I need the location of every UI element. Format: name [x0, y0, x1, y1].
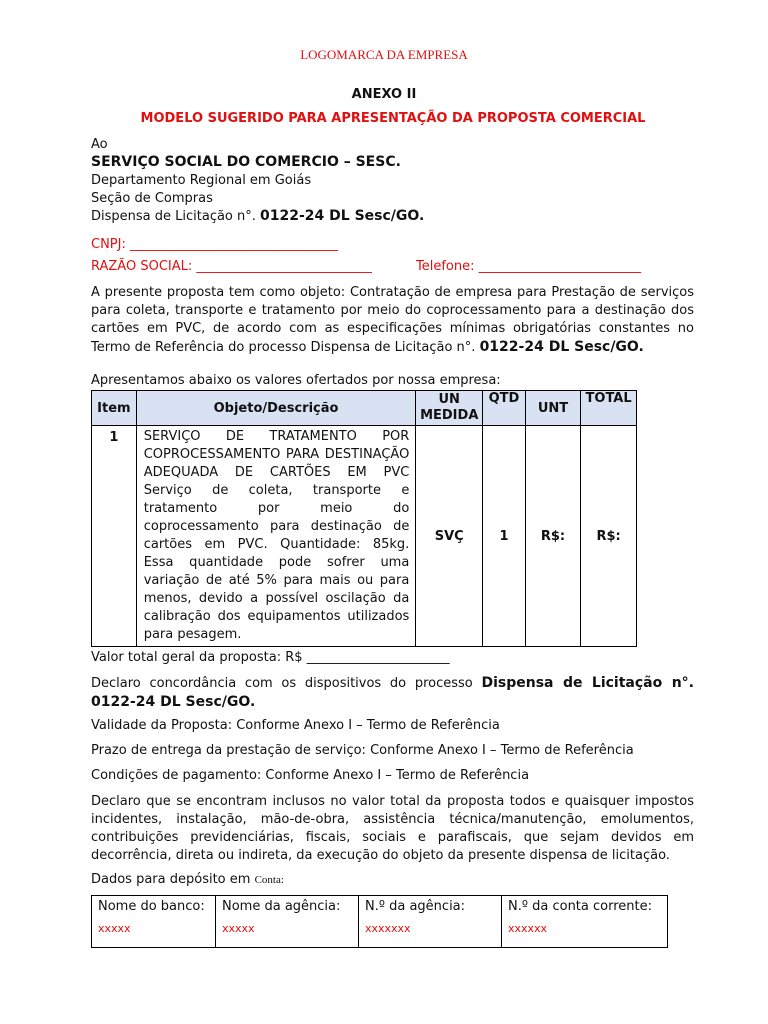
- values-intro: Apresentamos abaixo os valores ofertados por nossa empresa:: [91, 373, 501, 388]
- row-unt: R$:: [525, 426, 580, 647]
- header-desc: Objeto/Descrição: [136, 391, 416, 426]
- dispensa-prefix: Dispensa de Licitação n°.: [91, 209, 256, 224]
- agency-number-label: N.º da agência:: [365, 899, 466, 914]
- addressee-to: Ao: [91, 137, 108, 152]
- items-table-header: [92, 391, 637, 426]
- header-unit: UN MEDIDA: [416, 391, 483, 426]
- prazo-line: Prazo de entrega da prestação de serviço: Conforme Anexo I – Termo de Referência: [91, 743, 634, 758]
- bank-name-cell: [92, 896, 216, 948]
- header-unt: UNT: [525, 391, 580, 426]
- condicoes-line: Condições de pagamento: Conforme Anexo I – Termo de Referência: [91, 768, 530, 783]
- account-number-cell: [502, 896, 668, 948]
- annex-title: ANEXO II: [351, 87, 417, 102]
- row-qty: 1: [483, 426, 526, 647]
- deposit-label-text: Dados para depósito em: [91, 872, 251, 887]
- bank-name-value[interactable]: xxxxx: [98, 922, 131, 935]
- razao-social-field[interactable]: RAZÃO SOCIAL: ___________________________: [91, 259, 372, 274]
- intro-text: A presente proposta tem como objeto: Contratação de empresa para Prestação de serviços para coleta, transporte e tratamento por meio do coprocessamento para a destinação dos cartões em PVC, de acordo com as especificações mínimas obrigatórias constantes no Termo de Referência do processo Dispensa de Licitação n°.: [91, 285, 694, 355]
- agency-name-label: Nome da agência:: [222, 899, 341, 914]
- header-total: TOTAL: [581, 391, 637, 426]
- agency-number-value[interactable]: xxxxxxx: [365, 922, 411, 935]
- row-desc: SERVIÇO DE TRATAMENTO POR COPROCESSAMENTO PARA DESTINAÇÃO ADEQUADA DE CARTÕES EM PVC Serviço de coleta, transporte e tratamento por meio do coprocessamento para destinação de cartões em PVC. Quantidade: 85kg. Essa quantidade pode sofrer uma variação de até 5% para mais ou para menos, devido a possível oscilação da calibração dos equipamentos utilizados para pesagem.: [136, 426, 416, 647]
- account-number-value[interactable]: xxxxxx: [508, 922, 548, 935]
- header-item: Item: [92, 391, 137, 426]
- agency-name-cell: [216, 896, 359, 948]
- telefone-field[interactable]: Telefone: _________________________: [416, 259, 642, 274]
- addressee-dept: Departamento Regional em Goiás: [91, 173, 312, 188]
- addressee-org: SERVIÇO SOCIAL DO COMERCIO – SESC.: [91, 154, 401, 170]
- addressee-section: Seção de Compras: [91, 191, 213, 206]
- logo-placeholder: LOGOMARCA DA EMPRESA: [300, 47, 468, 62]
- row-total: R$:: [581, 426, 637, 647]
- deposit-label: [91, 872, 284, 887]
- validade-line: Validade da Proposta: Conforme Anexo I – Termo de Referência: [91, 718, 500, 733]
- declaro-inclusos: Declaro que se encontram inclusos no valor total da proposta todos e quaisquer impostos incidentes, instalação, mão-de-obra, assistência técnica/manutenção, emolumentos, contribuições previdenciárias, fiscais, sociais e parafiscais, que sejam devidos em decorrência, direta ou indireta, da execução do objeto da presente dispensa de licitação.: [91, 794, 694, 863]
- total-line[interactable]: Valor total geral da proposta: R$ ______________________: [91, 650, 450, 665]
- bank-table: [91, 895, 668, 948]
- row-unit: SVÇ: [416, 426, 483, 647]
- cnpj-field[interactable]: CNPJ: ________________________________: [91, 237, 338, 252]
- items-table: [91, 390, 637, 647]
- addressee-dispensa: [91, 208, 424, 224]
- document-subtitle: MODELO SUGERIDO PARA APRESENTAÇÃO DA PROPOSTA COMERCIAL: [140, 111, 646, 126]
- bank-row: [92, 896, 668, 948]
- row-item: 1: [92, 426, 137, 647]
- declaro1-text: Declaro concordância com os dispositivos do processo: [91, 676, 473, 691]
- deposit-label-small: Conta:: [254, 874, 284, 886]
- bank-name-label: Nome do banco:: [98, 899, 205, 914]
- table-row: [92, 426, 637, 647]
- declaro-concordancia: [91, 674, 694, 712]
- declaro1-bold: Dispensa de Licitação n°. 0122-24 DL Sesc/GO.: [91, 675, 694, 710]
- header-qty: QTD: [483, 391, 526, 426]
- intro-paragraph: [91, 284, 694, 357]
- account-number-label: N.º da conta corrente:: [508, 899, 652, 914]
- dispensa-number: 0122-24 DL Sesc/GO.: [260, 208, 425, 224]
- agency-number-cell: [359, 896, 502, 948]
- agency-name-value[interactable]: xxxxx: [222, 922, 255, 935]
- intro-number: 0122-24 DL Sesc/GO.: [479, 339, 644, 355]
